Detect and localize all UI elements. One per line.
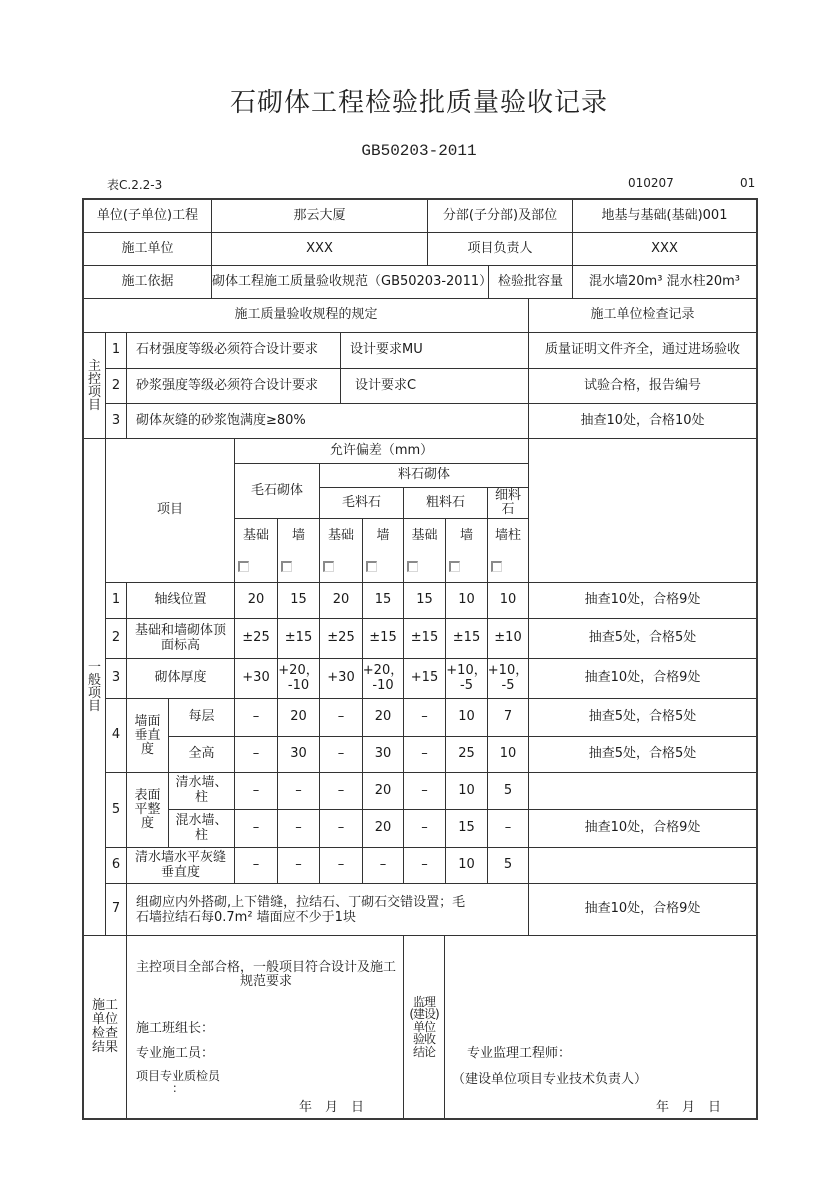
coarse-dressed-header: 粗料石 (403, 487, 488, 519)
main-control-requirement[interactable]: 设计要求MU (340, 332, 529, 369)
tolerance-value: – (403, 847, 446, 884)
checkbox[interactable] (449, 561, 460, 572)
basis-value[interactable]: 砌体工程施工质量验收规范（GB50203-2011） (211, 265, 489, 299)
tolerance-value: +30 (319, 658, 363, 699)
tolerance-value: +20， -10 (277, 658, 320, 699)
general-sub-item (168, 809, 235, 848)
item-number: 1 (105, 582, 127, 619)
item-number: 2 (105, 618, 127, 659)
tolerance-value: – (277, 847, 320, 884)
main-control-record[interactable]: 抽查10处，合格10处 (528, 403, 757, 439)
tolerance-value: 5 (487, 772, 529, 810)
tolerance-value: 10 (487, 582, 529, 619)
tolerance-value: – (234, 847, 278, 884)
tolerance-value: 7 (487, 698, 529, 737)
tolerance-value: – (319, 698, 363, 737)
general-item (126, 847, 235, 884)
main-control-item: 石材强度等级必须符合设计要求 (126, 332, 341, 369)
general-sub-item-text: 清水墙、柱 (175, 775, 228, 805)
tolerance-value: – (234, 772, 278, 810)
contractor-label: 施工单位 (83, 232, 212, 266)
supervisor-conclusion-box[interactable] (444, 935, 757, 1119)
main-control-item: 砌体灰缝的砂浆饱满度≥80% (126, 403, 529, 439)
supervisor-conclusion-label-text: 监理 (建设) 单位 验收 结论 (409, 994, 439, 1059)
sub-header-label: 墙柱 (494, 528, 521, 543)
tolerance-value: ±25 (234, 618, 278, 659)
general-record[interactable]: 抽查10处，合格9处 (528, 883, 757, 936)
sub-header-cell (234, 518, 278, 583)
sub-header-label: 墙 (376, 528, 390, 543)
general-record[interactable]: 抽查10处，合格9处 (528, 809, 757, 848)
tolerance-value: 10 (445, 847, 488, 884)
general-sub-item-text: 混水墙、柱 (175, 812, 228, 843)
tolerance-value: 10 (445, 698, 488, 737)
tolerance-value: 10 (445, 582, 488, 619)
general-item-group-text: 表面平整度 (134, 788, 161, 831)
tolerance-value: – (403, 772, 446, 810)
tolerance-value: 25 (445, 736, 488, 773)
rough-dressed-header: 毛料石 (319, 487, 404, 519)
main-control-record[interactable]: 质量证明文件齐全，通过进场验收 (528, 332, 757, 369)
item-number: 6 (105, 847, 127, 884)
checkbox[interactable] (491, 561, 502, 572)
tolerance-header: 允许偏差（mm） (234, 438, 529, 464)
supervising-engineer-label: 专业监理工程师： (467, 1046, 572, 1061)
item-number: 1 (105, 332, 127, 369)
fine-dressed-header-text: 细料石 (494, 488, 521, 517)
tolerance-value: – (319, 847, 363, 884)
general-item (126, 883, 529, 936)
tolerance-value: 15 (277, 582, 320, 619)
tolerance-value: – (403, 809, 446, 848)
project-lead-label: 项目负责人 (427, 232, 573, 266)
standard-code: GB50203-2011 (361, 142, 477, 160)
tolerance-value: 10 (487, 736, 529, 773)
sub-header-label: 基础 (242, 528, 269, 543)
item-number: 3 (105, 403, 127, 439)
tolerance-value: +15 (403, 658, 446, 699)
checkbox[interactable] (238, 561, 249, 572)
tolerance-value: – (362, 847, 404, 884)
tolerance-value: 20 (362, 809, 404, 848)
item-number: 7 (105, 883, 127, 936)
general-sub-item: 每层 (168, 698, 235, 737)
general-item-text: 基础和墙砌体顶面标高 (134, 622, 226, 653)
item-number: 2 (105, 368, 127, 404)
general-sub-item: 全高 (168, 736, 235, 773)
spec-column-header: 施工质量验收规程的规定 (83, 298, 529, 333)
sub-header-label: 墙 (459, 528, 473, 543)
general-item-group (126, 698, 169, 773)
item-number: 4 (105, 698, 127, 773)
tolerance-value: 20 (362, 772, 404, 810)
general-item-text: 组砌应内外搭砌,上下错缝，拉结石、丁砌石交错设置；毛石墙拉结石每0.7m² 墙面应不少于1块 (136, 894, 466, 925)
tolerance-value: – (277, 809, 320, 848)
main-control-requirement[interactable]: 设计要求C (340, 368, 529, 404)
contractor-result-text: 主控项目全部合格，一般项目符合设计及施工规范要求 (135, 960, 396, 989)
general-item (126, 618, 235, 659)
tolerance-value: – (487, 809, 529, 848)
quality-inspector-label: 项目专业质检员 ： (136, 1069, 221, 1095)
sub-header-cell (319, 518, 363, 583)
general-record[interactable] (528, 847, 757, 884)
supervisor-date: 年 月 日 (656, 1100, 722, 1115)
tolerance-value: ±15 (445, 618, 488, 659)
sub-header-label: 墙 (291, 528, 305, 543)
general-record[interactable]: 抽查5处，合格5处 (528, 698, 757, 737)
unit-project-value[interactable]: 那云大厦 (211, 199, 428, 233)
main-control-item: 砂浆强度等级必须符合设计要求 (126, 368, 341, 404)
sub-header-label: 基础 (327, 528, 354, 543)
sub-header-cell (362, 518, 404, 583)
item-number: 5 (105, 772, 127, 848)
tolerance-value: +30 (234, 658, 278, 699)
record-code: 010207 (628, 176, 674, 190)
tolerance-value: – (277, 772, 320, 810)
sub-header-cell (487, 518, 529, 583)
batch-capacity-label: 检验批容量 (488, 265, 573, 299)
tolerance-value: 30 (362, 736, 404, 773)
tolerance-value: 15 (362, 582, 404, 619)
general-sub-item (168, 772, 235, 810)
checkbox[interactable] (407, 561, 418, 572)
general-item-text: 清水墙水平灰缝垂直度 (134, 849, 226, 880)
tolerance-value: ±15 (403, 618, 446, 659)
project-lead-value[interactable]: XXX (572, 232, 757, 266)
batch-capacity-value[interactable]: 混水墙20m³ 混水柱20m³ (572, 265, 757, 299)
tolerance-value: ±25 (319, 618, 363, 659)
checkbox[interactable] (366, 561, 377, 572)
contractor-conclusion-label-text: 施工 单位 检查 结果 (91, 998, 118, 1055)
serial-number: 01 (740, 176, 756, 190)
form-number: 表C.2.2-3 (107, 178, 163, 192)
tolerance-value: – (403, 736, 446, 773)
general-item-group-text: 墙面垂直度 (134, 713, 161, 757)
tolerance-value: – (403, 698, 446, 737)
checkbox[interactable] (323, 561, 334, 572)
rubble-masonry-header: 毛石砌体 (234, 463, 320, 519)
contractor-conclusion-label (83, 935, 127, 1119)
tolerance-value: 5 (487, 847, 529, 884)
tolerance-value: +20， -10 (362, 658, 404, 699)
tolerance-value: 15 (403, 582, 446, 619)
tolerance-value: – (319, 736, 363, 773)
tolerance-value: +10， -5 (487, 658, 529, 699)
sub-division-value[interactable]: 地基与基础(基础)001 (572, 199, 757, 233)
unit-project-label: 单位(子单位)工程 (83, 199, 212, 233)
general-item-group (126, 772, 169, 848)
fine-dressed-header (487, 487, 529, 519)
tolerance-value: 15 (445, 809, 488, 848)
sub-division-label: 分部(子分部)及部位 (427, 199, 573, 233)
tolerance-value: 30 (277, 736, 320, 773)
general-item: 砌体厚度 (126, 658, 235, 699)
sub-header-cell (403, 518, 446, 583)
general-record[interactable]: 抽查5处，合格5处 (528, 618, 757, 659)
tolerance-value: ±15 (362, 618, 404, 659)
tolerance-value: 20 (362, 698, 404, 737)
general-record-header-blank (528, 438, 757, 583)
tolerance-value: – (319, 809, 363, 848)
construction-staff-label: 专业施工员： (136, 1046, 215, 1061)
sub-header-cell (445, 518, 488, 583)
tolerance-value: – (234, 698, 278, 737)
general-item-header: 项目 (105, 438, 235, 583)
basis-label: 施工依据 (83, 265, 212, 299)
owner-representative-label: （建设单位项目专业技术负责人） (452, 1072, 648, 1087)
supervisor-conclusion-label (403, 935, 445, 1119)
main-control-record[interactable]: 试验合格，报告编号 (528, 368, 757, 404)
team-leader-label: 施工班组长： (136, 1021, 215, 1036)
main-control-label-text: 主控项目 (88, 358, 102, 413)
tolerance-value: ±15 (277, 618, 320, 659)
sub-header-cell (277, 518, 320, 583)
general-record[interactable]: 抽查5处，合格5处 (528, 736, 757, 773)
tolerance-value: 20 (234, 582, 278, 619)
general-label-text: 一般项目 (88, 660, 102, 714)
page-title: 石砌体工程检验批质量验收记录 (229, 88, 608, 118)
tolerance-value: – (319, 772, 363, 810)
checkbox[interactable] (281, 561, 292, 572)
record-column-header: 施工单位检查记录 (528, 298, 757, 333)
tolerance-value: 10 (445, 772, 488, 810)
general-record[interactable]: 抽查10处，合格9处 (528, 582, 757, 619)
general-item: 轴线位置 (126, 582, 235, 619)
item-number: 3 (105, 658, 127, 699)
tolerance-value: +10， -5 (445, 658, 488, 699)
tolerance-value: 20 (277, 698, 320, 737)
sub-header-label: 基础 (411, 528, 438, 543)
general-record[interactable]: 抽查10处，合格9处 (528, 658, 757, 699)
contractor-date: 年 月 日 (299, 1100, 365, 1115)
dressed-masonry-header: 料石砌体 (319, 463, 529, 488)
main-control-label (83, 332, 106, 439)
general-label (83, 438, 106, 936)
tolerance-value: – (234, 736, 278, 773)
tolerance-value: 20 (319, 582, 363, 619)
contractor-conclusion-box[interactable] (126, 935, 404, 1119)
general-record[interactable] (528, 772, 757, 810)
tolerance-value: – (234, 809, 278, 848)
contractor-value[interactable]: XXX (211, 232, 428, 266)
tolerance-value: ±10 (487, 618, 529, 659)
